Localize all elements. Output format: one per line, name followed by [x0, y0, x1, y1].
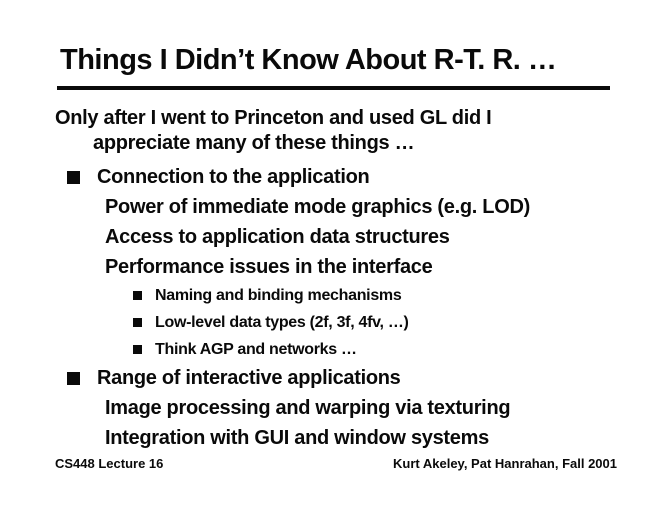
bullet-text: Power of immediate mode graphics (e.g. LOD) — [105, 196, 530, 218]
bullet-text: Range of interactive applications — [97, 367, 401, 389]
bullet-square-icon — [67, 171, 80, 184]
bullet-text: Connection to the application — [97, 166, 370, 188]
footer-course-label: CS448 Lecture 16 — [55, 456, 164, 471]
bullet-item — [0, 282, 660, 309]
bullet-item — [0, 192, 660, 222]
title-underline — [57, 86, 610, 90]
intro — [0, 106, 660, 156]
bullet-square-icon — [133, 318, 142, 327]
bullet-list — [0, 162, 660, 453]
bullet-text: Naming and binding mechanisms — [155, 287, 402, 304]
bullet-text: Image processing and warping via texturing — [105, 397, 511, 419]
bullet-square-icon — [133, 345, 142, 354]
footer-authors-label: Kurt Akeley, Pat Hanrahan, Fall 2001 — [393, 456, 617, 471]
bullet-item — [0, 336, 660, 363]
bullet-item — [0, 222, 660, 252]
bullet-square-icon — [133, 291, 142, 300]
bullet-text: Low-level data types (2f, 3f, 4fv, …) — [155, 314, 409, 331]
bullet-text: Think AGP and networks … — [155, 341, 357, 358]
slide-title: Things I Didn’t Know About R-T. R. … — [60, 44, 557, 76]
bullet-text: Performance issues in the interface — [105, 256, 433, 278]
bullet-text: Access to application data structures — [105, 226, 450, 248]
intro-line: Only after I went to Princeton and used GL did I — [55, 107, 492, 129]
bullet-square-icon — [67, 372, 80, 385]
intro-line: appreciate many of these things … — [93, 132, 415, 154]
bullet-item — [0, 162, 660, 192]
bullet-text: Integration with GUI and window systems — [105, 427, 489, 449]
slide-body — [0, 106, 660, 453]
bullet-item — [0, 363, 660, 393]
bullet-item — [0, 309, 660, 336]
bullet-item — [0, 393, 660, 423]
bullet-item — [0, 423, 660, 453]
bullet-item — [0, 252, 660, 282]
